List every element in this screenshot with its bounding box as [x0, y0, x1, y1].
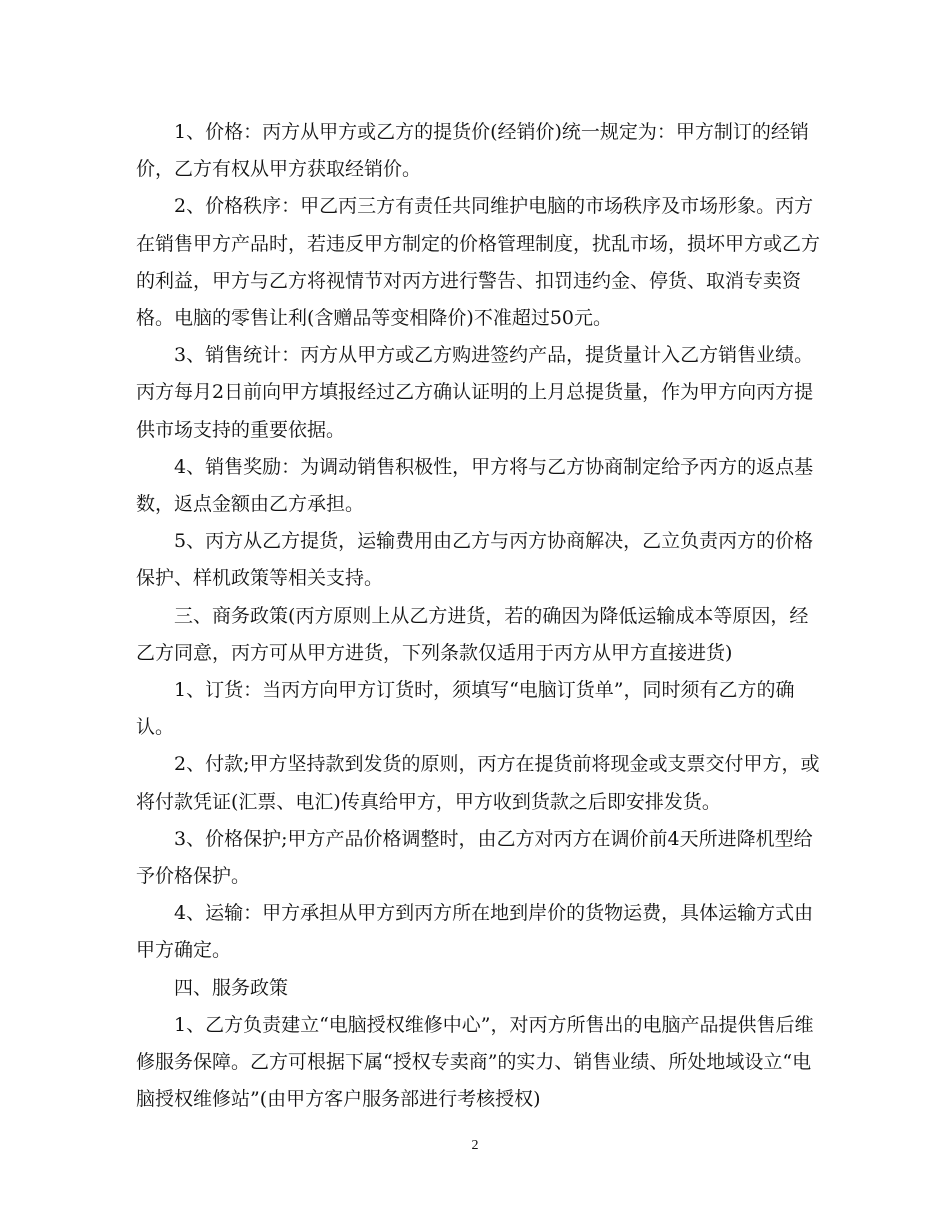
paragraph-line: 甲方确定。 [136, 939, 232, 962]
paragraph-line: 2、价格秩序：甲乙丙三方有责任共同维护电脑的市场秩序及市场形象。丙方 [174, 195, 814, 218]
paragraph-line: 乙方同意，丙方可从甲方进货，下列条款仅适用于丙方从甲方直接进货) [136, 641, 733, 664]
paragraph-line: 1、价格：丙方从甲方或乙方的提货价(经销价)统一规定为：甲方制订的经销 [174, 121, 809, 143]
paragraph-line: 1、乙方负责建立“电脑授权维修中心”，对丙方所售出的电脑产品提供售后维 [174, 1013, 814, 1036]
page-number: 2 [471, 1138, 479, 1153]
paragraph-line: 修服务保障。乙方可根据下属“授权专卖商”的实力、销售业绩、所处地域设立“电 [136, 1051, 812, 1074]
paragraph-line: 丙方每月2日前向甲方填报经过乙方确认证明的上月总提货量，作为甲方向丙方提 [136, 381, 814, 404]
paragraph-line: 予价格保护。 [136, 865, 251, 888]
section-heading-service-policy [136, 970, 816, 1007]
paragraph-line: 4、销售奖励：为调动销售积极性，甲方将与乙方协商制定给予丙方的返点基 [174, 455, 814, 478]
paragraph-price [136, 114, 816, 188]
paragraph-sales-statistics [136, 337, 816, 449]
paragraph-line: 认。 [136, 716, 175, 739]
paragraph-line: 四、服务政策 [174, 976, 289, 999]
paragraph-pickup [136, 523, 816, 597]
section-heading-business-policy [136, 598, 816, 672]
paragraph-line: 3、价格保护;甲方产品价格调整时，由乙方对丙方在调价前4天所进降机型给 [174, 827, 813, 850]
paragraph-line: 脑授权维修站”(由甲方客户服务部进行考核授权) [136, 1088, 541, 1111]
paragraph-line: 1、订货：当丙方向甲方订货时，须填写“电脑订货单”，同时须有乙方的确 [174, 679, 795, 702]
paragraph-price-protection [136, 821, 816, 895]
paragraph-line: 2、付款;甲方坚持款到发货的原则，丙方在提货前将现金或支票交付甲方，或 [174, 753, 820, 776]
paragraph-line: 供市场支持的重要依据。 [136, 418, 346, 441]
paragraph-line: 4、运输：甲方承担从甲方到丙方所在地到岸价的货物运费，具体运输方式由 [174, 902, 814, 925]
paragraph-line: 三、商务政策(丙方原则上从乙方进货，若的确因为降低运输成本等原因，经 [174, 604, 809, 627]
paragraph-sales-reward [136, 449, 816, 523]
paragraph-line: 的利益，甲方与乙方将视情节对丙方进行警告、扣罚违约金、停货、取消专卖资 [136, 269, 802, 292]
paragraph-line: 3、销售统计：丙方从甲方或乙方购进签约产品，提货量计入乙方销售业绩。 [174, 344, 814, 367]
paragraph-line: 保护、样机政策等相关支持。 [136, 567, 384, 590]
document-body [136, 114, 821, 1118]
paragraph-line: 数，返点金额由乙方承担。 [136, 493, 365, 516]
paragraph-ordering [136, 672, 816, 746]
paragraph-line: 价，乙方有权从甲方获取经销价。 [136, 158, 422, 181]
paragraph-line: 5、丙方从乙方提货，运输费用由乙方与丙方协商解决，乙立负责丙方的价格 [174, 530, 814, 553]
paragraph-line: 格。电脑的零售让利(含赠品等变相降价)不准超过50元。 [136, 307, 613, 330]
paragraph-repair-center [136, 1007, 816, 1119]
paragraph-line: 在销售甲方产品时，若违反甲方制定的价格管理制度，扰乱市场，损坏甲方或乙方 [136, 232, 821, 255]
paragraph-transport [136, 895, 816, 969]
paragraph-payment [136, 746, 820, 820]
paragraph-price-order [136, 188, 821, 337]
paragraph-line: 将付款凭证(汇票、电汇)传真给甲方，甲方收到货款之后即安排发货。 [136, 790, 721, 813]
